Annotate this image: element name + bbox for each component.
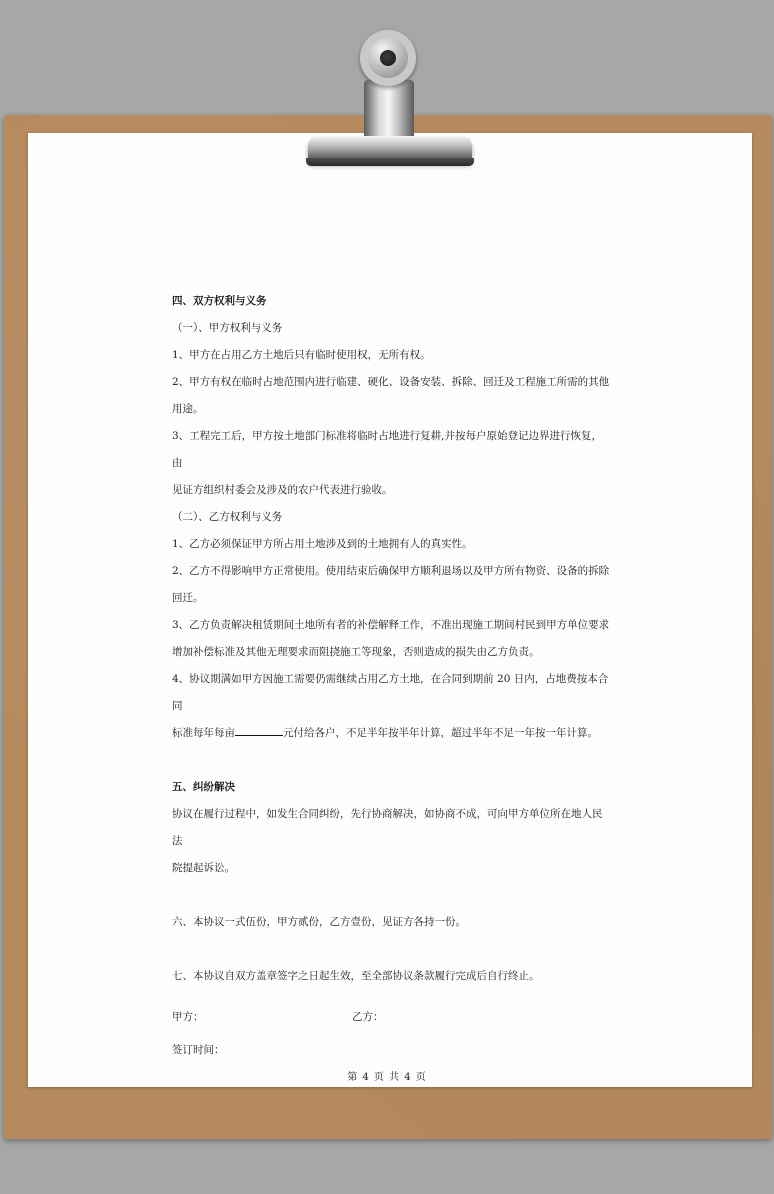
clause-line: 见证方组织村委会及涉及的农户代表进行验收。	[172, 484, 393, 496]
section-line: 六、本协议一式伍份，甲方贰份，乙方壹份，见证方各持一份。	[172, 916, 466, 928]
clip-bar-lip	[306, 158, 474, 166]
clause-line: 2、乙方不得影响甲方正常使用。使用结束后确保甲方顺利退场以及甲方所有物资、设备的拆除	[172, 565, 610, 577]
clause-line: 院提起诉讼。	[172, 862, 235, 874]
clause-text: 元付给各户，不足半年按半年计算，超过半年不足一年按一年计算。	[283, 727, 598, 739]
clause-line	[172, 720, 612, 747]
clause-line: 用途。	[172, 403, 204, 415]
clause-line: 4、协议期满如甲方因施工需要仍需继续占用乙方土地，在合同到期前 20 日内，占地费按本合同	[172, 673, 609, 712]
subsection-title: （二）、乙方权利与义务	[172, 511, 283, 523]
clause-text: 标准每年每亩	[172, 727, 235, 739]
section-line: 七、本协议自双方盖章签字之日起生效，至全部协议条款履行完成后自行终止。	[172, 970, 540, 982]
section-title: 五、纠纷解决	[172, 781, 235, 793]
signature-row	[172, 1004, 612, 1031]
clause-line: 2、甲方有权在临时占地范围内进行临建、硬化、设备安装、拆除、回迁及工程施工所需的其他	[172, 376, 610, 388]
clause-line: 增加补偿标准及其他无理要求而阻挠施工等现象，否则造成的损失由乙方负责。	[172, 646, 540, 658]
clause-line: 协议在履行过程中，如发生合同纠纷，先行协商解决，如协商不成，可向甲方单位所在地人民法	[172, 808, 603, 847]
page-number: 第 4 页 共 4 页	[347, 1072, 427, 1083]
clip-ring	[360, 30, 416, 86]
document-content	[172, 288, 612, 1091]
clause-line: 3、乙方负责解决租赁期间土地所有者的补偿解释工作，不准出现施工期间村民到甲方单位要求	[172, 619, 610, 631]
clause-line: 3、工程完工后，甲方按土地部门标准将临时占地进行复耕,并按每户原始登记边界进行恢复，由	[172, 430, 603, 469]
party-b-signature-label: 乙方：	[352, 1011, 384, 1023]
clause-line: 回迁。	[172, 592, 204, 604]
fill-in-blank	[235, 723, 283, 736]
clause-line: 1、乙方必须保证甲方所占用土地涉及到的土地拥有人的真实性。	[172, 538, 473, 550]
clause-line: 1、甲方在占用乙方土地后只有临时使用权，无所有权。	[172, 349, 431, 361]
subsection-title: （一）、甲方权利与义务	[172, 322, 283, 334]
party-a-signature-label: 甲方：	[172, 1011, 204, 1023]
section-title: 四、双方权利与义务	[172, 295, 267, 307]
sign-date-label: 签订时间：	[172, 1044, 225, 1056]
binder-clip	[298, 24, 478, 184]
